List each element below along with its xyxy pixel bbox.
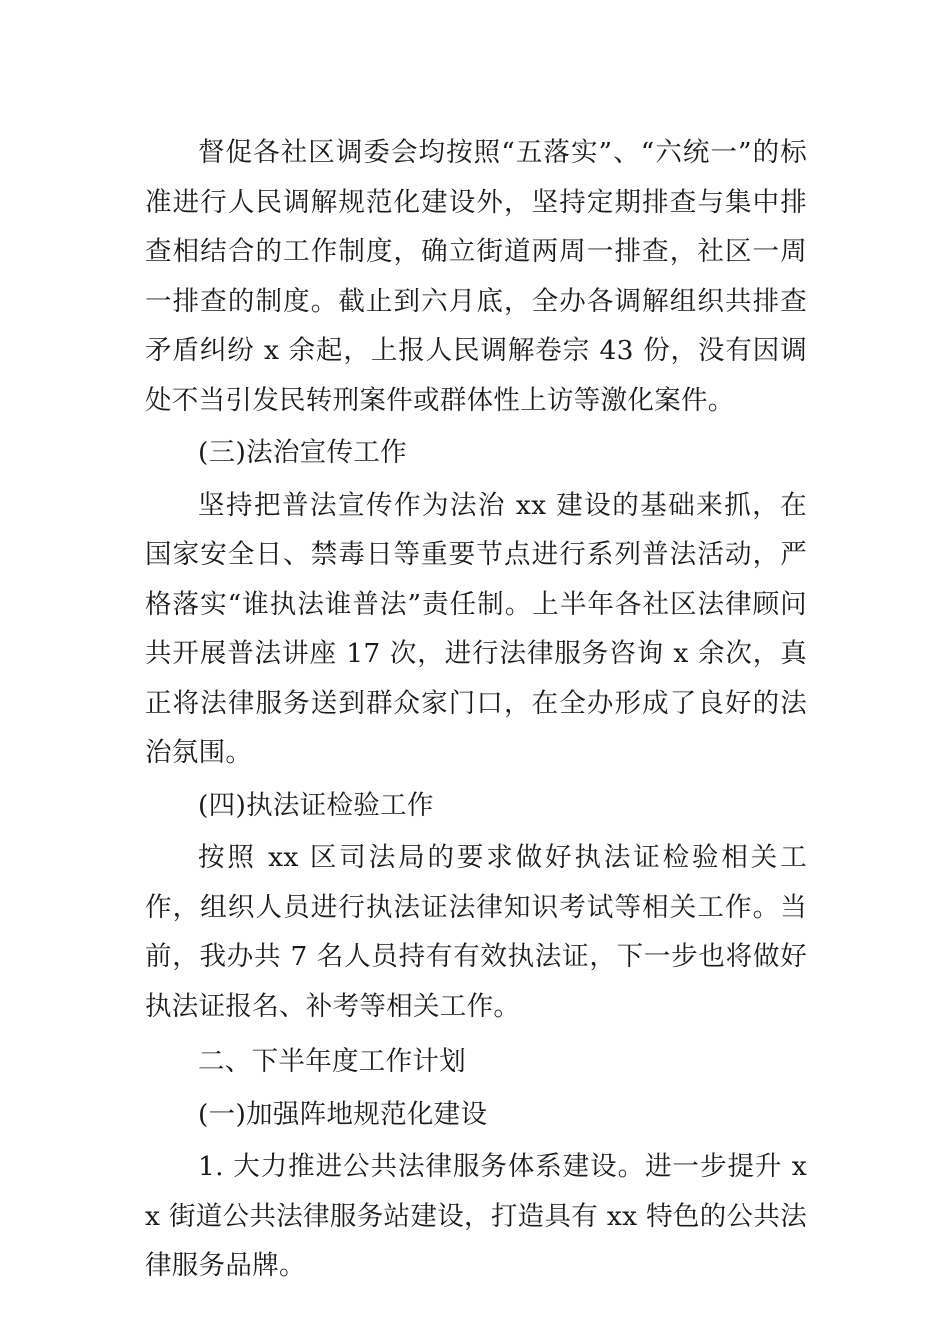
paragraph-mediation: 督促各社区调委会均按照“五落实”、“六统一”的标准进行人民调解规范化建设外，坚持定期排查与集中排查相结合的工作制度，确立街道两周一排查，社区一周一排查的制度。截止到六月底，全办各调解组织共排查矛盾纠纷 x 余起，上报人民调解卷宗 43 份，没有因调处不当引发民转刑案件或群体性上访等激化案件。 [145, 137, 807, 416]
document-page [145, 128, 807, 1291]
heading-license-inspection: (四)执法证检验工作 [198, 789, 434, 821]
heading-strengthen-position: (一)加强阵地规范化建设 [198, 1098, 488, 1130]
heading-legal-publicity: (三)法治宣传工作 [198, 437, 407, 468]
paragraph-public-legal-service: 1. 大力推进公共法律服务体系建设。进一步提升 xx 街道公共法律服务站建设，打造具有 xx 特色的公共法律服务品牌。 [145, 1151, 807, 1281]
paragraph-license-inspection: 按照 xx 区司法局的要求做好执法证检验相关工作，组织人员进行执法证法律知识考试等相关工作。当前，我办共 7 名人员持有有效执法证，下一步也将做好执法证报名、补考等相关工作。 [145, 842, 807, 1022]
paragraph-legal-publicity: 坚持把普法宣传作为法治 xx 建设的基础来抓，在国家安全日、禁毒日等重要节点进行系列普法活动，严格落实“谁执法谁普法”责任制。上半年各社区法律顾问共开展普法讲座 17 次，进行法律服务咨询 x 余次，真正将法律服务送到群众家门口，在全办形成了良好的法治氛围。 [145, 489, 807, 768]
heading-second-half-plan: 二、下半年度工作计划 [198, 1046, 466, 1077]
